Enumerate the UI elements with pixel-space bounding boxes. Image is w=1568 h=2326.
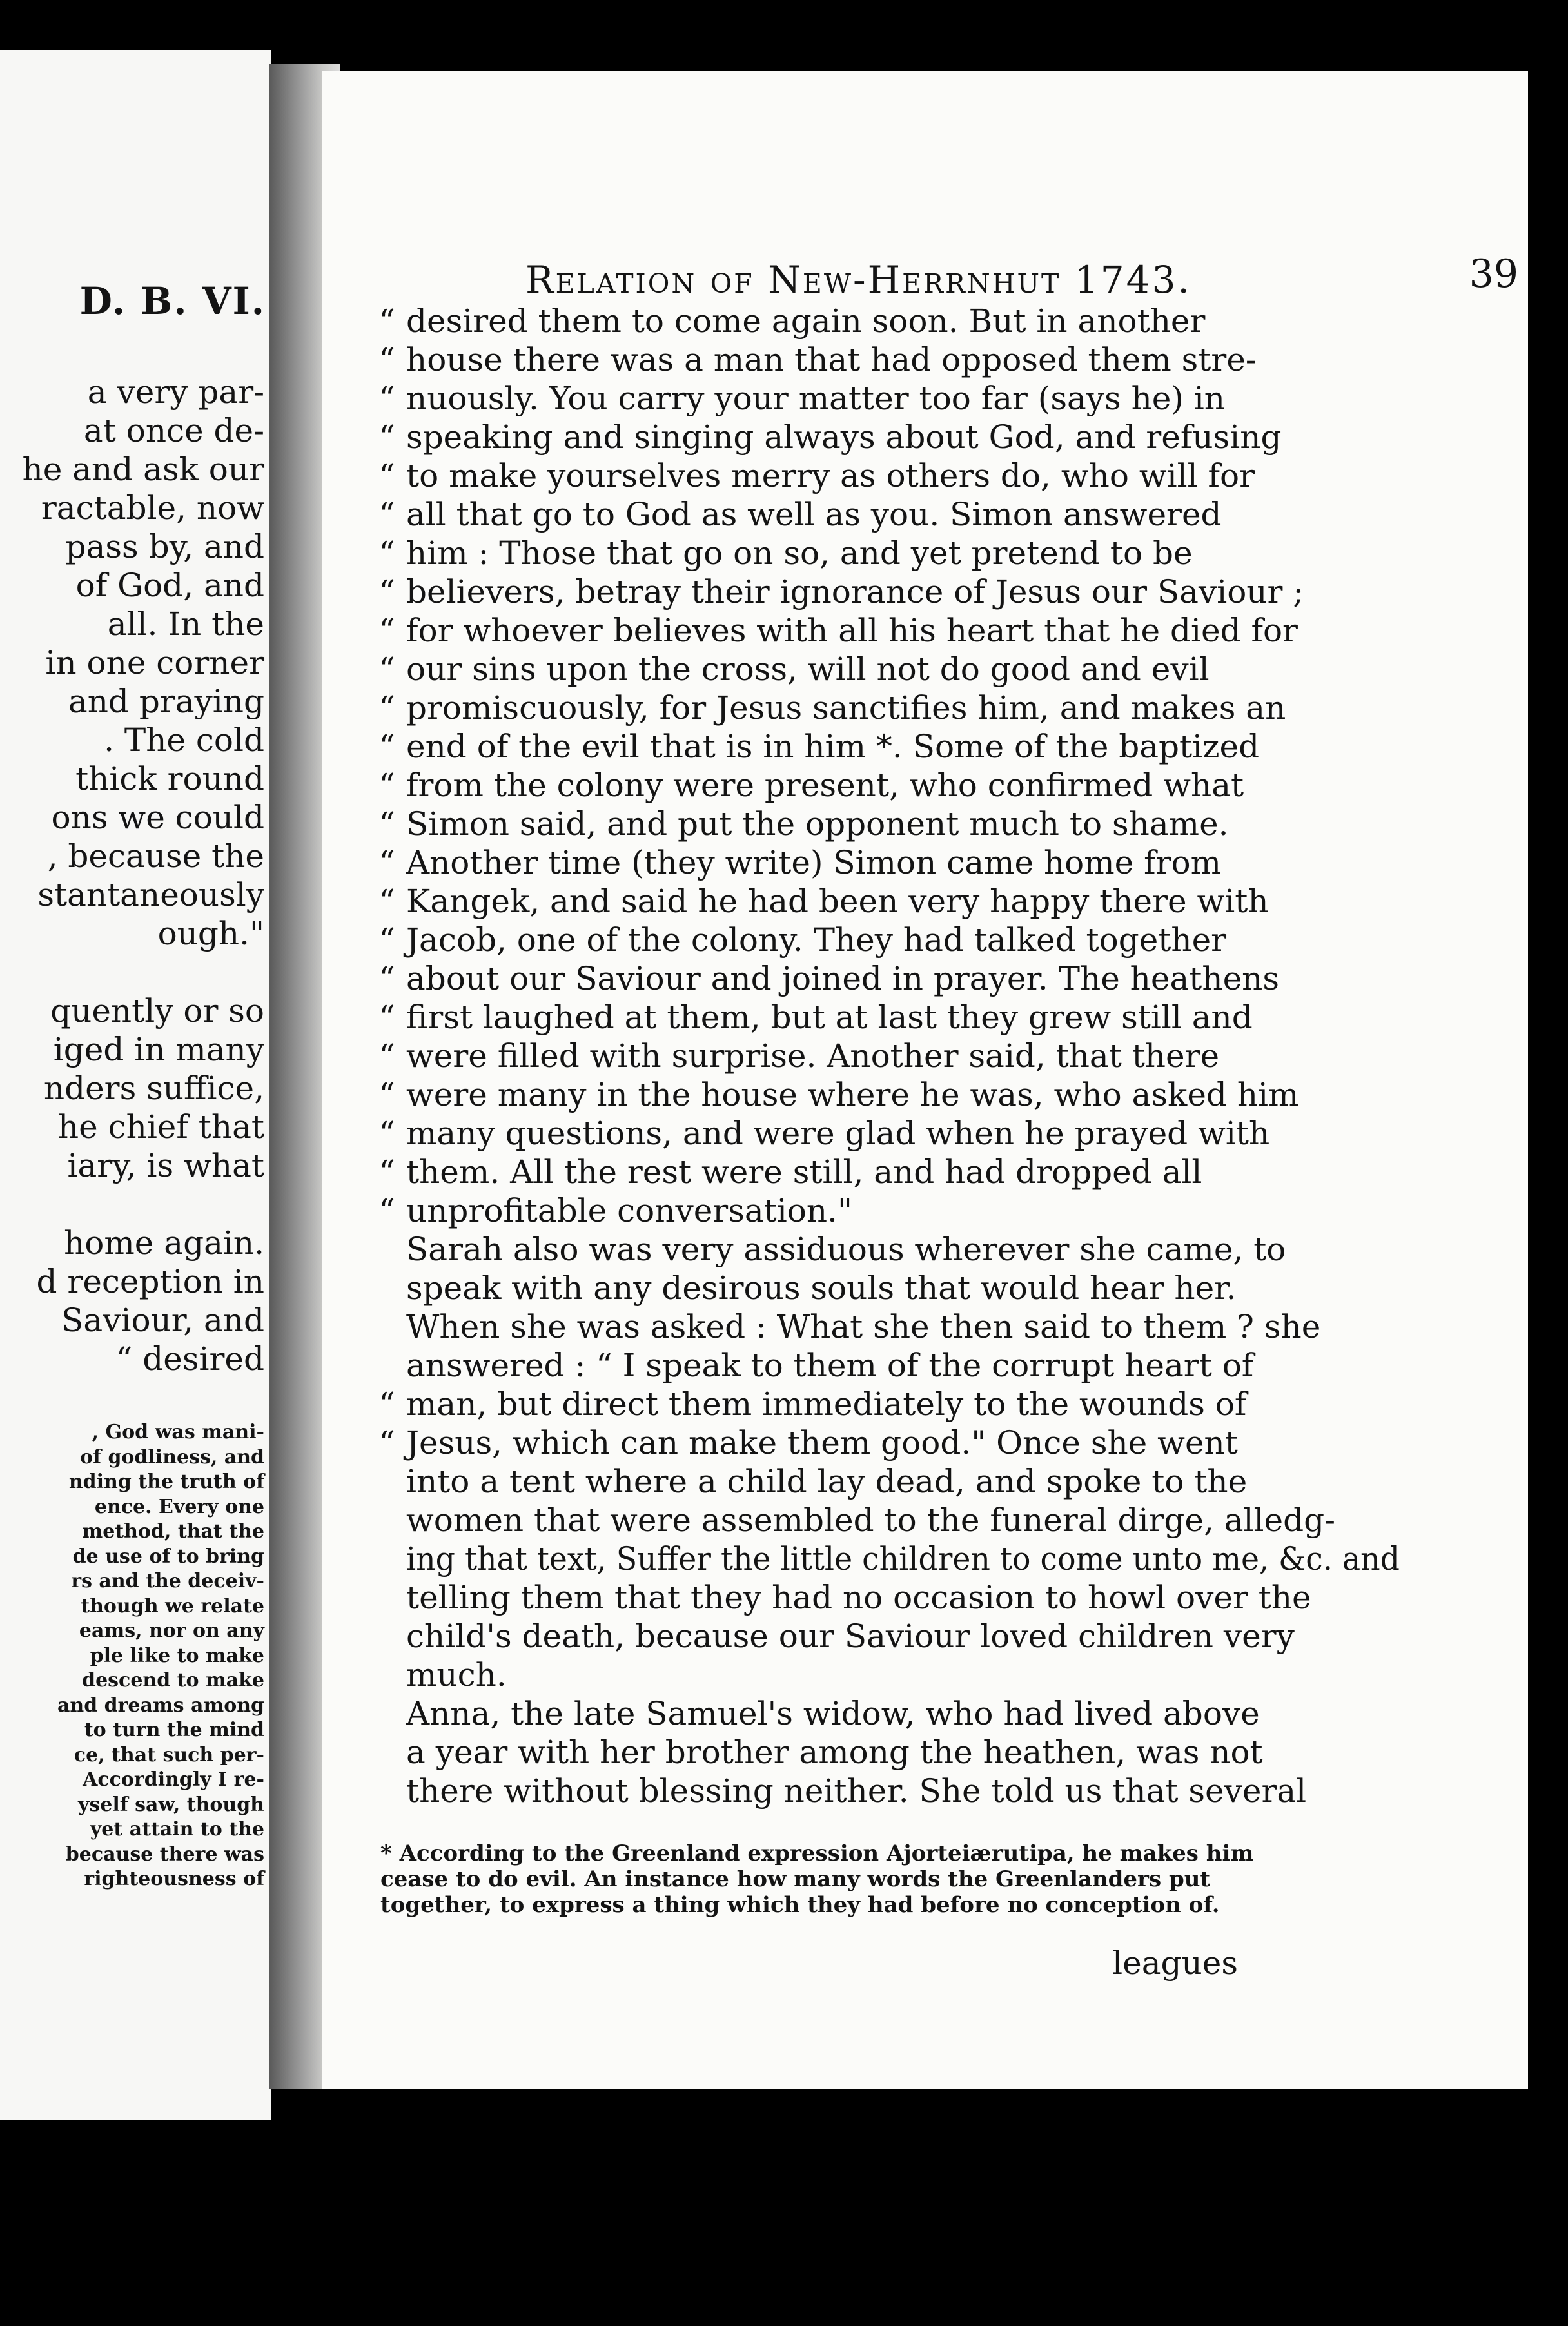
line-text: women that were assembled to the funeral dirge, alledg-	[406, 1501, 1336, 1539]
left-text-line: . The cold	[104, 721, 264, 759]
left-text-line: all. In the	[107, 605, 264, 643]
left-running-head: D. B. VI.	[79, 279, 266, 323]
text-line	[368, 1385, 1560, 1423]
left-footnote-line: nding the truth of	[68, 1471, 264, 1493]
line-text: child's death, because our Saviour loved children very	[406, 1617, 1295, 1655]
text-line	[368, 1539, 1560, 1578]
quote-mark: “	[378, 883, 395, 920]
line-text: Kangek, and said he had been very happy there with	[406, 883, 1269, 920]
quote-mark: “	[378, 341, 395, 378]
footnote-line: * According to the Greenland expression Ajorteiærutipa, he makes him	[380, 1841, 1254, 1866]
text-line	[368, 998, 1560, 1037]
text-line	[368, 456, 1560, 495]
line-text: desired them to come again soon. But in another	[406, 302, 1206, 340]
quote-mark: “	[378, 1192, 395, 1229]
quote-mark: “	[378, 767, 395, 804]
body-text	[368, 302, 1560, 1810]
left-text-line: , because the	[47, 837, 264, 875]
left-text-line: pass by, and	[65, 528, 264, 565]
left-text-line: quently or so	[50, 992, 264, 1030]
footnote	[380, 1841, 1554, 1918]
line-text: telling them that they had no occasion to howl over the	[406, 1579, 1311, 1616]
line-text: Jesus, which can make them good." Once she went	[406, 1424, 1238, 1461]
line-text: him : Those that go on so, and yet pretend to be	[406, 534, 1193, 572]
quote-mark: “	[378, 612, 395, 649]
line-text: into a tent where a child lay dead, and spoke to the	[406, 1463, 1248, 1500]
left-text-line: home again.	[64, 1224, 264, 1262]
text-line	[368, 1230, 1560, 1269]
line-text: speak with any desirous souls that would hear her.	[406, 1269, 1237, 1307]
text-line	[368, 650, 1560, 689]
left-text-line: “ desired	[115, 1340, 264, 1378]
left-text-line	[23, 1185, 264, 1224]
left-text-line: he and ask our	[22, 451, 264, 488]
left-footnote-line: descend to make	[82, 1669, 264, 1692]
text-line	[368, 495, 1560, 534]
line-text: first laughed at them, but at last they grew still and	[406, 999, 1253, 1036]
running-head-title: Relation of New-Herrnhut 1743.	[525, 258, 1191, 302]
left-text-line: thick round	[75, 760, 264, 797]
left-footnote-line: though we relate	[81, 1594, 264, 1617]
left-text-line: ons we could	[51, 799, 264, 836]
line-text: promiscuously, for Jesus sanctifies him, and makes an	[406, 689, 1286, 727]
line-text: house there was a man that had opposed them stre-	[406, 341, 1257, 378]
text-line	[368, 1191, 1560, 1230]
text-line	[368, 805, 1560, 843]
quote-mark: “	[378, 960, 395, 997]
line-text: man, but direct them immediately to the wounds of	[406, 1385, 1247, 1423]
line-text: a year with her brother among the heathen, was not	[406, 1734, 1263, 1771]
line-text: to make yourselves merry as others do, who will for	[406, 457, 1255, 494]
line-text: Another time (they write) Simon came home from	[406, 844, 1222, 881]
line-text: all that go to God as well as you. Simon answered	[406, 496, 1222, 533]
left-footnote-line: yet attain to the	[90, 1818, 264, 1841]
quote-mark: “	[378, 921, 395, 959]
line-text: for whoever believes with all his heart that he died for	[406, 612, 1298, 649]
running-head	[525, 251, 1518, 309]
page-number: 39	[1469, 251, 1518, 297]
quote-mark: “	[378, 844, 395, 881]
quote-mark: “	[378, 380, 395, 417]
text-line	[368, 340, 1560, 379]
text-line	[368, 302, 1560, 340]
text-line	[368, 1269, 1560, 1307]
line-text: our sins upon the cross, will not do good and evil	[406, 650, 1210, 688]
text-line	[368, 959, 1560, 998]
quote-mark: “	[378, 1153, 395, 1191]
text-line	[368, 1694, 1560, 1733]
left-footnote-line: method, that the	[82, 1520, 264, 1543]
text-line	[368, 379, 1560, 418]
left-footnote-line: to turn the mind	[84, 1719, 264, 1741]
line-text: believers, betray their ignorance of Jesus our Saviour ;	[406, 573, 1304, 611]
text-line	[368, 1656, 1560, 1694]
left-footnote-line: ence. Every one	[94, 1495, 264, 1518]
line-text: Anna, the late Samuel's widow, who had lived above	[406, 1695, 1260, 1732]
text-line	[368, 1423, 1560, 1462]
text-line	[368, 572, 1560, 611]
line-text: from the colony were present, who confirmed what	[406, 767, 1244, 804]
text-line	[368, 843, 1560, 882]
quote-mark: “	[378, 728, 395, 765]
left-footnote-line: Accordingly I re-	[83, 1768, 264, 1791]
left-footnote-line: ce, that such per-	[74, 1743, 264, 1766]
quote-mark: “	[378, 457, 395, 494]
line-text: many questions, and were glad when he prayed with	[406, 1115, 1270, 1152]
left-footnote-line: rs and the deceiv-	[71, 1570, 264, 1592]
line-text: about our Saviour and joined in prayer. The heathens	[406, 960, 1280, 997]
left-footnote-line: righteousness of	[84, 1868, 264, 1890]
left-text-line: Saviour, and	[61, 1302, 264, 1339]
quote-mark: “	[378, 1076, 395, 1113]
quote-mark: “	[378, 496, 395, 533]
line-text: Sarah also was very assiduous wherever she came, to	[406, 1231, 1286, 1268]
quote-mark: “	[378, 418, 395, 456]
text-line	[368, 1153, 1560, 1191]
quote-mark: “	[378, 573, 395, 611]
left-text-line: iged in many	[53, 1031, 264, 1068]
line-text: were many in the house where he was, who asked him	[406, 1076, 1299, 1113]
quote-mark: “	[378, 805, 395, 843]
text-line	[368, 1501, 1560, 1539]
line-text: Simon said, and put the opponent much to shame.	[406, 805, 1229, 843]
quote-mark: “	[378, 1037, 395, 1075]
text-line	[368, 1772, 1560, 1810]
left-text-line: stantaneously	[37, 876, 264, 914]
left-footnote-line: and dreams among	[57, 1694, 264, 1717]
left-facing-page	[0, 50, 271, 2120]
text-line	[368, 1114, 1560, 1153]
line-text: answered : “ I speak to them of the corrupt heart of	[406, 1347, 1254, 1384]
left-text-line: ough."	[157, 915, 264, 952]
left-footnote-line: because there was	[65, 1842, 264, 1866]
text-line	[368, 1346, 1560, 1385]
line-text: speaking and singing always about God, and refusing	[406, 418, 1282, 456]
line-text: were filled with surprise. Another said, that there	[406, 1037, 1220, 1075]
quote-mark: “	[378, 1385, 395, 1423]
left-footnote-line: ple like to make	[90, 1644, 264, 1667]
text-line	[368, 727, 1560, 766]
catchword: leagues	[1112, 1944, 1238, 1982]
left-text-line	[23, 953, 264, 992]
text-line	[368, 766, 1560, 805]
line-text: ing that text, Suffer the little children to come unto me, &c. and	[406, 1540, 1400, 1578]
left-text-line: ractable, now	[41, 489, 264, 527]
left-footnote-line: , God was mani-	[92, 1421, 264, 1443]
footnote-line: together, to express a thing which they had before no conception of.	[380, 1892, 1220, 1918]
left-text-line: of God, and	[75, 567, 264, 604]
left-text-line: iary, is what	[67, 1147, 264, 1184]
quote-mark: “	[378, 302, 395, 340]
line-text: When she was asked : What she then said to them ? she	[406, 1308, 1321, 1345]
text-line	[368, 1578, 1560, 1617]
line-text: Jacob, one of the colony. They had talked together	[406, 921, 1227, 959]
text-line	[368, 1462, 1560, 1501]
left-text-block	[23, 373, 264, 1378]
left-text-line: at once de-	[83, 412, 264, 449]
line-text: much.	[406, 1656, 507, 1694]
text-line	[368, 882, 1560, 921]
left-footnote-line: yself saw, though	[77, 1793, 264, 1816]
text-line	[368, 1037, 1560, 1075]
text-line	[368, 418, 1560, 456]
line-text: there without blessing neither. She told us that several	[406, 1772, 1307, 1810]
quote-mark: “	[378, 689, 395, 727]
quote-mark: “	[378, 534, 395, 572]
text-line	[368, 1075, 1560, 1114]
text-line	[368, 1733, 1560, 1772]
left-footnote-line: eams, nor on any	[79, 1619, 264, 1642]
text-line	[368, 1307, 1560, 1346]
text-line	[368, 534, 1560, 572]
left-text-line: he chief that	[57, 1108, 264, 1146]
left-text-line: and praying	[68, 683, 264, 720]
quote-mark: “	[378, 650, 395, 688]
left-text-line: nders suffice,	[43, 1070, 264, 1107]
footnote-line: cease to do evil. An instance how many words the Greenlanders put	[380, 1866, 1211, 1892]
line-text: end of the evil that is in him *. Some of the baptized	[406, 728, 1260, 765]
quote-mark: “	[378, 999, 395, 1036]
text-line	[368, 1617, 1560, 1656]
left-text-line: a very par-	[87, 373, 264, 411]
text-line	[368, 611, 1560, 650]
quote-mark: “	[378, 1424, 395, 1461]
left-text-line: in one corner	[45, 644, 264, 681]
line-text: nuously. You carry your matter too far (says he) in	[406, 380, 1225, 417]
line-text: unprofitable conversation."	[406, 1192, 852, 1229]
text-line	[368, 921, 1560, 959]
left-footnote-block	[57, 1420, 264, 1892]
left-footnote-line: of godliness, and	[80, 1445, 264, 1469]
quote-mark: “	[378, 1115, 395, 1152]
left-text-line: d reception in	[36, 1263, 264, 1300]
main-page	[322, 71, 1528, 2089]
line-text: them. All the rest were still, and had dropped all	[406, 1153, 1202, 1191]
left-footnote-line: de use of to bring	[72, 1545, 264, 1568]
text-line	[368, 689, 1560, 727]
